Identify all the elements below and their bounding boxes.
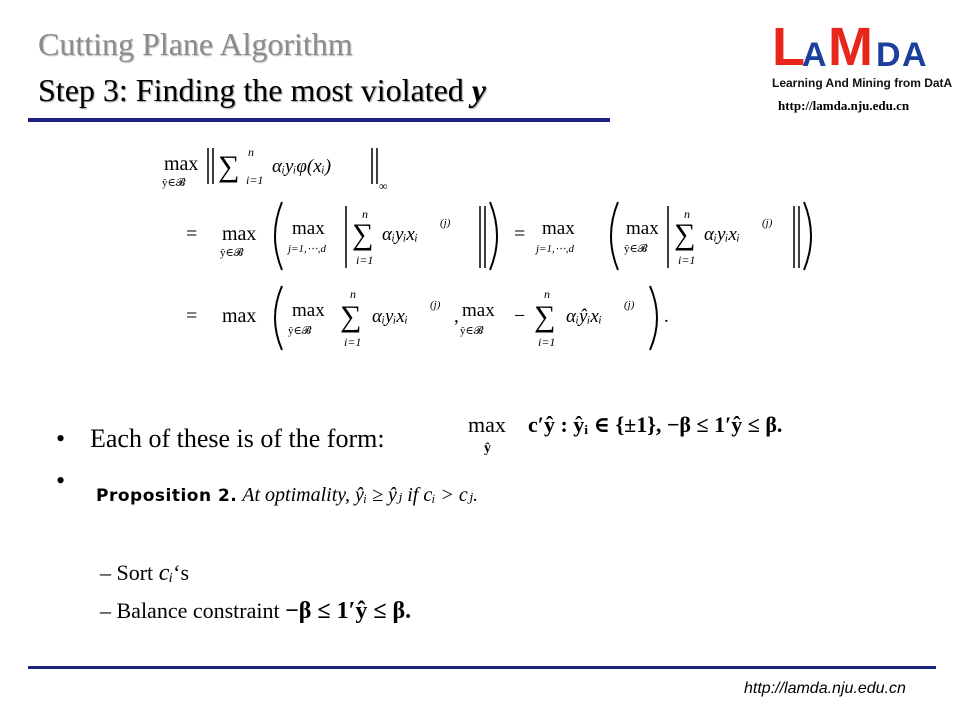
eq1-sum: ∑ <box>218 150 240 183</box>
logo-tagline: Learning And Mining from DatA <box>772 76 953 90</box>
proposition <box>96 482 478 507</box>
logo-url: http://lamda.nju.edu.cn <box>778 98 910 113</box>
eq2-max-sub: ŷ∈𝓑 <box>220 247 244 259</box>
logo-letter-m: M <box>828 17 873 77</box>
eq3-sum-sub: i=1 <box>344 335 362 349</box>
eq2-term-2-sup: (j) <box>762 217 773 229</box>
logo-letters <box>772 18 942 76</box>
eq2-term-2: αᵢyᵢxᵢ <box>704 224 740 245</box>
eq2-max: max <box>222 223 257 245</box>
slide-subtitle <box>38 72 486 109</box>
eq2-equals: = <box>186 223 198 245</box>
eq2-max-3-sub: ŷ∈𝓑 <box>624 243 648 255</box>
logo-letter-l: L <box>772 17 805 77</box>
form-max: max <box>468 412 506 437</box>
proposition-text: At optimality, ŷᵢ ≥ ŷⱼ if cᵢ > cⱼ. <box>242 484 479 506</box>
eq3-sum-sup: n <box>350 287 356 301</box>
eq2-term: αᵢyᵢxᵢ <box>382 224 418 245</box>
bullet-text: Each of these is of the form: <box>90 424 385 453</box>
balance-prefix: – Balance constraint <box>100 598 286 623</box>
eq2-inner-sub: j=1,⋯,d <box>288 243 326 255</box>
eq3-term-2-sup: (j) <box>624 299 635 311</box>
sort-var: cᵢ <box>158 560 174 586</box>
footer-divider <box>28 666 936 669</box>
eq2-sum-sup: n <box>362 207 368 221</box>
eq2-max-3: max <box>626 218 659 239</box>
logo-letter-a2: A <box>902 36 927 74</box>
eq1-max-sub: ŷ∈𝓑 <box>162 177 186 189</box>
sub-item-sort <box>100 560 189 587</box>
eq3-period: . <box>664 306 669 327</box>
eq3-sum-2-sup: n <box>544 287 550 301</box>
eq3-max-2-sub: ŷ∈𝓑 <box>460 325 484 337</box>
eq2-sum-2-sup: n <box>684 207 690 221</box>
lamda-logo <box>772 17 953 118</box>
eq2-inner-max: max <box>292 218 325 239</box>
balance-expr: −β ≤ 1′ŷ ≤ β. <box>285 598 412 624</box>
bullet-dot: • <box>56 424 66 453</box>
eq1-max: max <box>164 153 199 175</box>
footer-url: http://lamda.nju.edu.cn <box>744 680 906 697</box>
eq2-equals-2: = <box>514 223 526 245</box>
eq1-inf: ∞ <box>379 179 388 193</box>
eq3-term-sup: (j) <box>430 299 441 311</box>
sort-prefix: – Sort <box>100 560 159 585</box>
eq1-term: αᵢyᵢφ(xᵢ) <box>272 156 332 177</box>
eq2-sum-2-sub: i=1 <box>678 253 696 267</box>
eq3-sum-2-sub: i=1 <box>538 335 556 349</box>
eq3-max: max <box>222 305 257 327</box>
eq3-sum: ∑ <box>340 300 362 333</box>
slide-title: Cutting Plane Algorithm <box>38 26 353 62</box>
eq1-sum-sub: i=1 <box>246 173 264 187</box>
form-max-sub: ŷ <box>484 441 491 456</box>
eq3-minus: − <box>514 305 526 327</box>
sub-item-balance <box>100 598 411 625</box>
title-underline <box>28 118 610 122</box>
form-equation <box>468 402 948 462</box>
eq3-equals: = <box>186 305 198 327</box>
subtitle-variable: y <box>471 72 486 108</box>
eq3-comma: , <box>454 306 459 327</box>
eq2-sum-2: ∑ <box>674 218 696 251</box>
eq3-max-2: max <box>462 300 495 321</box>
sort-suffix: ‘s <box>173 560 190 585</box>
eq3-sum-2: ∑ <box>534 300 556 333</box>
eq2-sum-sub: i=1 <box>356 253 374 267</box>
eq3-inner-max: max <box>292 300 325 321</box>
logo-letter-a1: A <box>802 36 827 74</box>
eq2-sum: ∑ <box>352 218 374 251</box>
eq3-term: αᵢyᵢxᵢ <box>372 306 408 327</box>
equation-block <box>150 140 830 360</box>
eq3-inner-sub: ŷ∈𝓑 <box>288 325 312 337</box>
eq3-term-2: αᵢŷᵢxᵢ <box>566 306 602 327</box>
eq2-max-2: max <box>542 218 575 239</box>
proposition-name: Proposition 2. <box>96 486 238 506</box>
bullet-dot: • <box>56 466 66 495</box>
eq1-sum-sup: n <box>248 145 254 159</box>
form-body: c′ŷ : ŷᵢ ∈ {±1}, −β ≤ 1′ŷ ≤ β. <box>528 412 783 437</box>
eq2-max-2-sub: j=1,⋯,d <box>536 243 574 255</box>
logo-letter-d: D <box>876 36 901 74</box>
eq2-term-sup: (j) <box>440 217 451 229</box>
subtitle-text: Step 3: Finding the most violated <box>38 72 472 108</box>
